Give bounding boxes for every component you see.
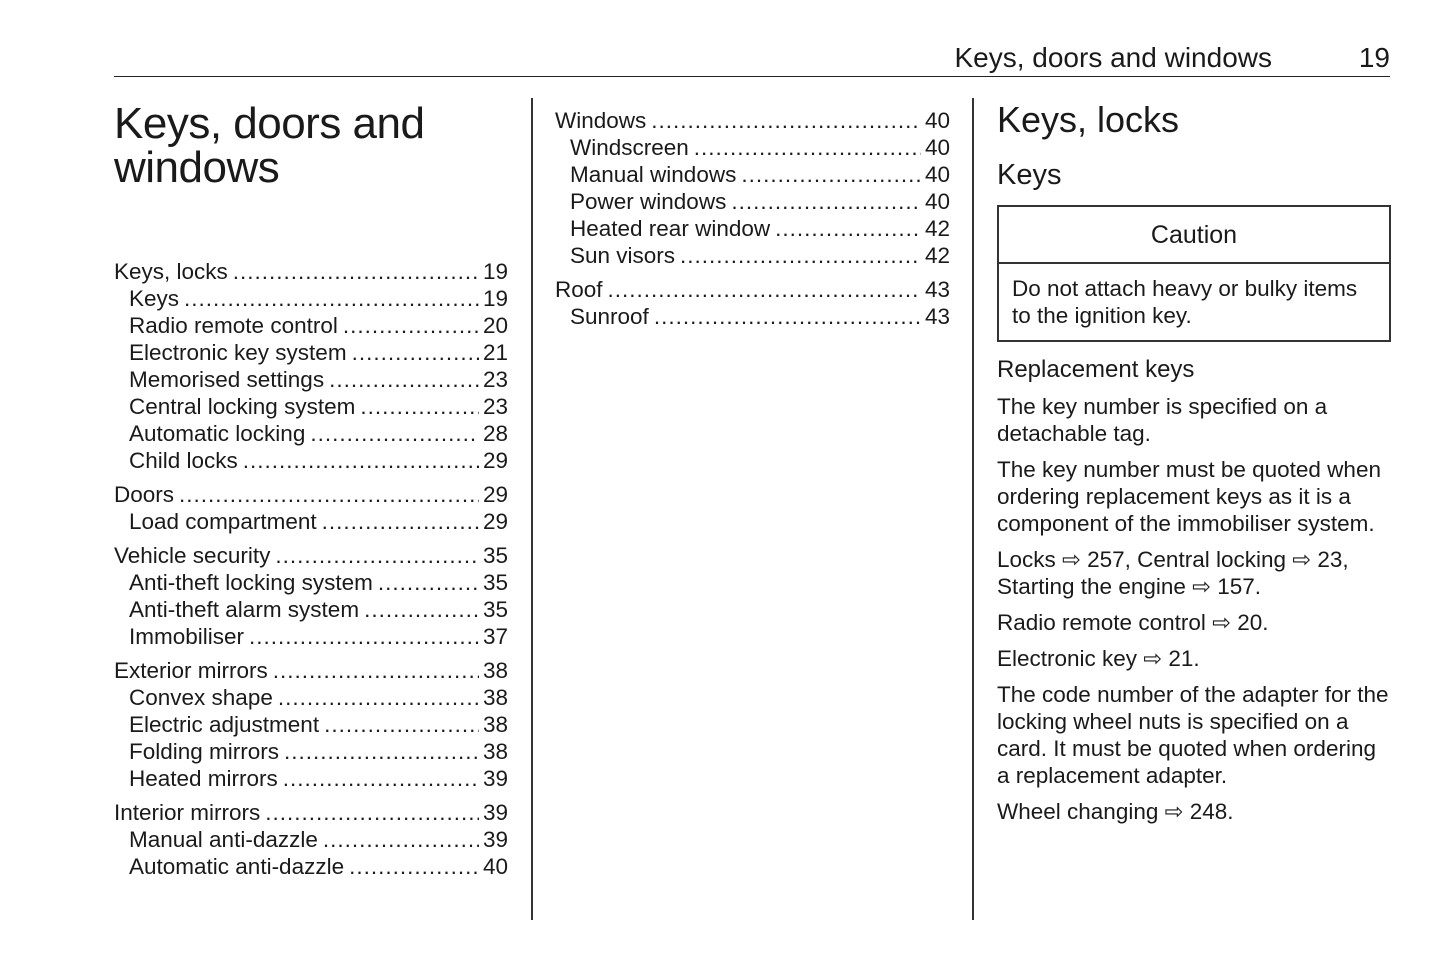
dot-leader [243,447,479,474]
dot-leader [323,826,479,853]
toc-entry[interactable] [555,303,950,330]
toc-entry[interactable] [114,420,508,447]
toc-entry-label: Automatic anti-dazzle [129,854,345,879]
dot-leader [349,853,479,880]
dot-leader [265,799,479,826]
paragraph: Locks ⇨ 257, Central locking ⇨ 23, Starting the engine ⇨ 157. [997,547,1349,599]
toc-entry-page: 40 [924,108,950,133]
column-divider [531,98,533,920]
replacement-keys-heading: Replacement keys [997,356,1195,383]
toc-entry-page: 35 [482,597,508,622]
dot-leader [694,134,921,161]
dot-leader [322,508,479,535]
toc-entry-page: 29 [482,509,508,534]
toc-entry-page: 38 [482,685,508,710]
dot-leader [310,420,479,447]
toc-entry-label: Exterior mirrors [114,658,268,683]
toc-entry-label: Sun visors [570,243,676,268]
toc-entry[interactable] [555,134,950,161]
toc-entry[interactable] [114,393,508,420]
toc-entry-label: Windows [555,108,647,133]
table-of-contents-continued [555,107,950,330]
toc-entry[interactable] [555,215,950,242]
table-of-contents [114,258,508,880]
subsection-title: Keys [997,159,1062,191]
toc-entry-page: 21 [482,340,508,365]
toc-entry[interactable] [114,596,508,623]
toc-entry[interactable] [114,569,508,596]
paragraph: The code number of the adapter for the locking wheel nuts is specified on a card. It must be quoted when ordering a replacement adapter. [997,682,1389,788]
toc-entry[interactable] [114,623,508,650]
toc-entry[interactable] [114,765,508,792]
toc-entry-page: 38 [482,739,508,764]
dot-leader [608,276,921,303]
toc-entry[interactable] [114,258,508,285]
dot-leader [284,738,479,765]
toc-entry-label: Manual anti-dazzle [129,827,318,852]
paragraph: The key number must be quoted when ordering replacement keys as it is a component of the immobiliser system. [997,457,1381,536]
toc-entry[interactable] [114,481,508,508]
toc-entry[interactable] [114,508,508,535]
dot-leader [343,312,479,339]
caution-title: Caution [999,207,1389,264]
dot-leader [273,657,479,684]
dot-leader [179,481,479,508]
dot-leader [329,366,479,393]
toc-entry-label: Electric adjustment [129,712,320,737]
toc-entry-label: Heated rear window [570,216,771,241]
dot-leader [680,242,921,269]
toc-entry-page: 28 [482,421,508,446]
toc-entry-label: Convex shape [129,685,273,710]
caution-box [997,205,1391,342]
toc-entry-label: Roof [555,277,603,302]
paragraph: The key number is specified on a detachable tag. [997,394,1328,446]
dot-leader [249,623,479,650]
column-1 [114,99,508,880]
toc-entry-page: 42 [924,216,950,241]
toc-entry-label: Power windows [570,189,727,214]
toc-entry-page: 35 [482,543,508,568]
toc-entry-label: Electronic key system [129,340,347,365]
toc-entry[interactable] [114,799,508,826]
dot-leader [378,569,479,596]
toc-entry[interactable] [114,853,508,880]
toc-entry-page: 40 [924,189,950,214]
toc-entry[interactable] [114,826,508,853]
toc-entry-label: Memorised settings [129,367,325,392]
section-title: Keys, locks [997,99,1180,140]
toc-entry-page: 20 [482,313,508,338]
toc-entry-page: 40 [924,162,950,187]
toc-entry[interactable] [114,312,508,339]
caution-text: Do not attach heavy or bulky items to the ignition key. [1012,276,1358,328]
dot-leader [651,107,921,134]
dot-leader [775,215,921,242]
running-header [114,40,1390,77]
toc-entry-page: 38 [482,712,508,737]
dot-leader [275,542,479,569]
dot-leader [352,339,479,366]
toc-entry-label: Child locks [129,448,238,473]
toc-entry[interactable] [114,542,508,569]
toc-entry-page: 19 [482,259,508,284]
toc-entry[interactable] [114,711,508,738]
toc-entry-page: 29 [482,448,508,473]
toc-entry-label: Automatic locking [129,421,306,446]
dot-leader [741,161,921,188]
dot-leader [233,258,479,285]
toc-entry-page: 38 [482,658,508,683]
column-3 [997,100,1391,825]
toc-entry-page: 43 [924,277,950,302]
toc-entry-label: Windscreen [570,135,689,160]
toc-entry-page: 40 [482,854,508,879]
toc-entry-label: Central locking system [129,394,356,419]
toc-entry-page: 39 [482,827,508,852]
toc-entry[interactable] [555,242,950,269]
toc-entry-label: Immobiliser [129,624,245,649]
dot-leader [364,596,479,623]
toc-entry-label: Keys [129,286,180,311]
toc-entry-page: 37 [482,624,508,649]
header-title: Keys, doors and windows [954,42,1272,73]
toc-entry[interactable] [114,738,508,765]
toc-entry-label: Anti-theft alarm system [129,597,360,622]
toc-entry-page: 43 [924,304,950,329]
toc-entry[interactable] [114,339,508,366]
toc-entry-page: 23 [482,394,508,419]
toc-entry-label: Interior mirrors [114,800,261,825]
toc-entry-page: 39 [482,800,508,825]
toc-entry[interactable] [555,188,950,215]
toc-entry-label: Manual windows [570,162,737,187]
chapter-title: Keys, doors and windows [114,99,425,192]
toc-entry-page: 40 [924,135,950,160]
toc-entry-label: Sunroof [570,304,649,329]
toc-entry-label: Load compartment [129,509,317,534]
toc-entry-label: Doors [114,482,175,507]
paragraph: Electronic key ⇨ 21. [997,646,1200,671]
dot-leader [360,393,479,420]
toc-entry-label: Keys, locks [114,259,228,284]
page-number: 19 [1358,42,1390,73]
toc-entry-page: 23 [482,367,508,392]
toc-entry[interactable] [114,684,508,711]
toc-entry[interactable] [114,657,508,684]
dot-leader [184,285,479,312]
toc-entry[interactable] [555,107,950,134]
column-2 [555,107,950,330]
toc-entry[interactable] [555,276,950,303]
toc-entry-label: Radio remote control [129,313,338,338]
toc-entry[interactable] [555,161,950,188]
toc-entry-label: Anti-theft locking system [129,570,373,595]
toc-entry-page: 39 [482,766,508,791]
toc-entry[interactable] [114,447,508,474]
body-text [997,393,1391,825]
column-divider [972,98,974,920]
toc-entry-page: 29 [482,482,508,507]
paragraph: Wheel changing ⇨ 248. [997,799,1234,824]
toc-entry-label: Vehicle security [114,543,271,568]
dot-leader [283,765,479,792]
toc-entry[interactable] [114,366,508,393]
toc-entry[interactable] [114,285,508,312]
dot-leader [324,711,479,738]
toc-entry-page: 35 [482,570,508,595]
paragraph: Radio remote control ⇨ 20. [997,610,1269,635]
toc-entry-label: Folding mirrors [129,739,280,764]
toc-entry-label: Heated mirrors [129,766,278,791]
dot-leader [731,188,921,215]
dot-leader [278,684,479,711]
dot-leader [654,303,921,330]
toc-entry-page: 42 [924,243,950,268]
toc-entry-page: 19 [482,286,508,311]
